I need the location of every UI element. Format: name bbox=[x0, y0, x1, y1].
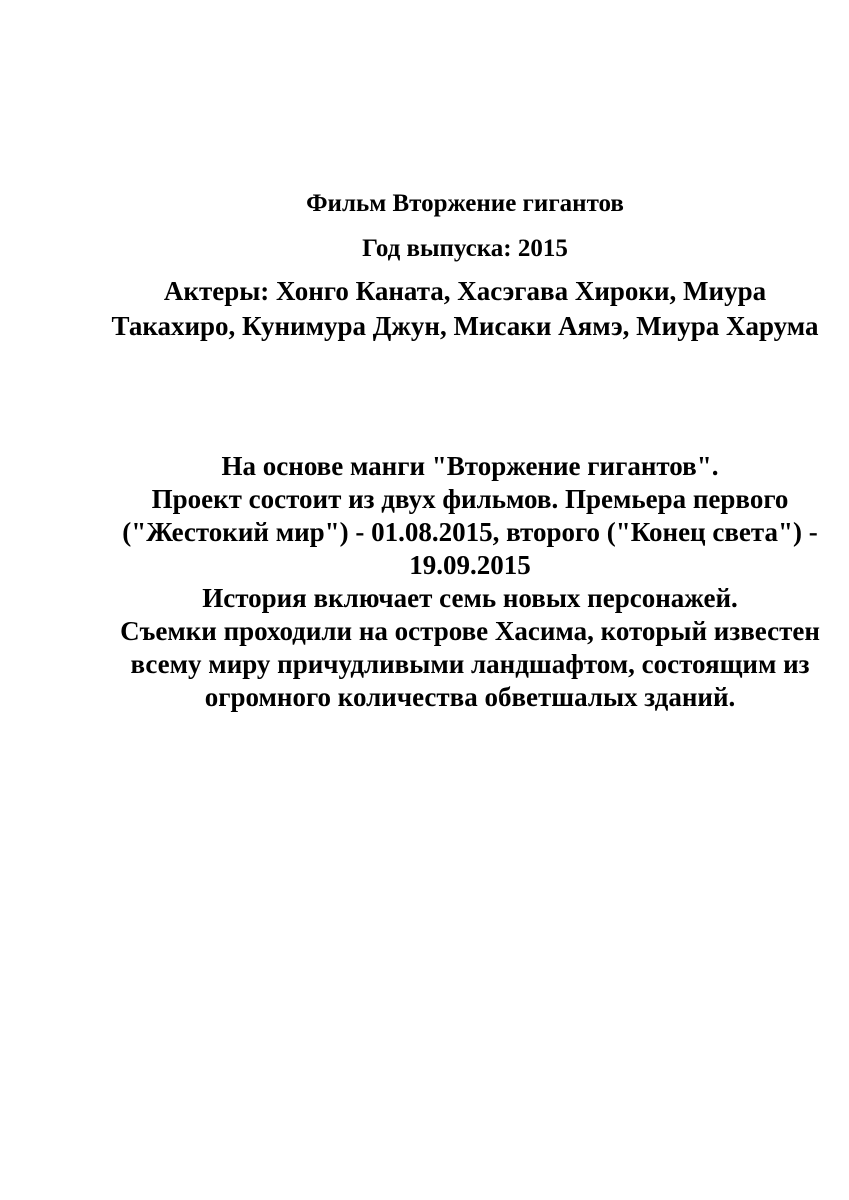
movie-description bbox=[110, 450, 830, 714]
description-manga-basis: На основе манги "Вторжение гигантов". bbox=[221, 451, 719, 481]
description-premieres: Проект состоит из двух фильмов. Премьера первого ("Жестокий мир") - 01.08.2015, второго ("Конец света") - 19.09.2015 bbox=[122, 484, 818, 580]
actors-list: Актеры: Хонго Каната, Хасэгава Хироки, Миура Такахиро, Кунимура Джун, Мисаки Аямэ, Миура Харума bbox=[111, 276, 819, 341]
release-year: Год выпуска: 2015 bbox=[362, 235, 568, 262]
description-characters: История включает семь новых персонажей. bbox=[202, 583, 738, 613]
document-header bbox=[100, 181, 830, 344]
movie-title: Фильм Вторжение гигантов bbox=[306, 190, 624, 217]
description-filming-location: Съемки проходили на острове Хасима, который известен всему миру причудливыми ландшафтом, состоящим из огромного количества обветшалых зданий. bbox=[120, 616, 820, 712]
